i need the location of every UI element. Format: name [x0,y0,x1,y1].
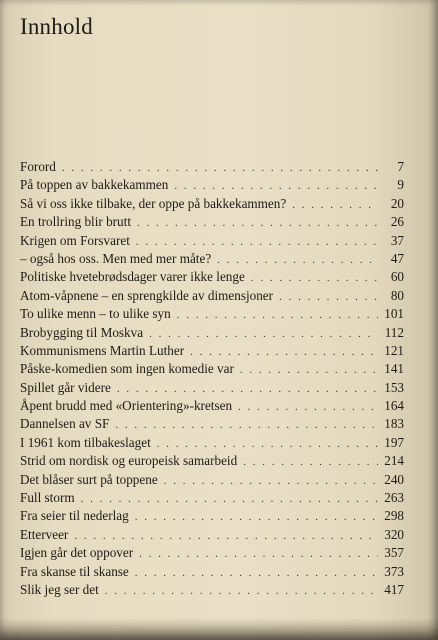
entry-page-number: 164 [384,398,404,414]
dot-leader [243,456,378,468]
entry-title: Strid om nordisk og europeisk samarbeid [20,453,238,469]
dot-leader [157,438,378,450]
entry-page-number: 26 [390,214,404,230]
entry-page-number: 298 [384,508,404,524]
dot-leader [217,254,378,266]
entry-page-number: 320 [384,526,404,542]
entry-title: Slik jeg ser det [20,581,99,597]
toc-entry [20,472,404,490]
dot-leader [177,309,378,321]
entry-title: Så vi oss ikke tilbake, der oppe på bakkekammen? [20,195,287,211]
dot-leader [279,291,378,303]
dot-leader [62,162,378,174]
page-edge-shadow [0,618,438,640]
entry-page-number: 197 [384,434,404,450]
entry-title: Atom-våpnene – en sprengkilde av dimensjoner [20,287,274,303]
entry-title: I 1961 kom tilbakeslaget [20,434,151,450]
entry-page-number: 101 [384,306,404,322]
entry-page-number: 20 [390,195,404,211]
entry-title: Fra seier til nederlag [20,508,129,524]
entry-title: Kommunismens Martin Luther [20,342,185,358]
toc-entry [20,453,404,471]
entry-title: To ulike menn – to ulike syn [20,306,171,322]
dot-leader [292,199,378,211]
entry-title: Fra skanse til skanse [20,563,129,579]
toc-entry [20,325,404,343]
entry-title: Åpent brudd med «Orientering»-kretsen [20,398,233,414]
toc-entry [20,508,404,526]
entry-page-number: 153 [384,379,404,395]
entry-page-number: 7 [397,159,404,174]
dot-leader [251,272,378,284]
dot-leader [115,419,378,431]
dot-leader [74,530,378,542]
toc-entry [20,361,404,379]
toc-entry [20,582,404,600]
dot-leader [139,548,378,560]
toc-entry [20,380,404,398]
toc-entry [20,527,404,545]
entry-title: Etterveer [20,526,69,542]
entry-page-number: 121 [384,342,404,358]
contents-heading: Innhold [20,14,93,39]
entry-page-number: 60 [390,269,404,285]
entry-page-number: 80 [390,287,404,303]
entry-title: En trollring blir brutt [20,214,131,230]
dot-leader [135,511,378,523]
toc-entry [20,288,404,306]
toc-entry [20,159,404,177]
entry-page-number: 47 [390,250,404,266]
toc-entry [20,306,404,324]
entry-title: Politiske hvetebrødsdager varer ikke lenge [20,269,245,285]
toc-entry [20,416,404,434]
entry-page-number: 240 [384,471,404,487]
dot-leader [81,493,378,505]
entry-title: Dannelsen av SF [20,416,110,432]
entry-page-number: 417 [384,581,404,597]
table-of-contents [20,159,404,600]
toc-entry [20,269,404,287]
entry-title: Spillet går videre [20,379,111,395]
dot-leader [164,475,378,487]
dot-leader [105,585,378,597]
toc-entry [20,490,404,508]
dot-leader [238,401,378,413]
entry-page-number: 214 [384,453,404,469]
entry-title: Full storm [20,490,75,506]
entry-page-number: 357 [384,545,404,561]
dot-leader [190,346,378,358]
entry-title: Igjen går det oppover [20,545,134,561]
toc-entry [20,398,404,416]
toc-entry [20,177,404,195]
entry-title: Det blåser surt på toppene [20,471,158,487]
entry-page-number: 9 [397,177,404,193]
toc-entry [20,233,404,251]
entry-title: På toppen av bakkekammen [20,177,169,193]
dot-leader [137,217,378,229]
entry-page-number: 263 [384,490,404,506]
entry-title: Brobygging til Moskva [20,324,144,340]
dot-leader [135,567,378,579]
toc-entry [20,214,404,232]
toc-entry [20,435,404,453]
entry-title: Påske-komedien som ingen komedie var [20,361,234,377]
toc-entry [20,251,404,269]
toc-entry [20,545,404,563]
entry-page-number: 37 [390,232,404,248]
dot-leader [149,328,378,340]
entry-title: Krigen om Forsvaret [20,232,130,248]
entry-title: Forord [20,159,56,174]
entry-page-number: 141 [384,361,404,377]
toc-entry [20,196,404,214]
toc-entry [20,564,404,582]
entry-title: – også hos oss. Men med mer måte? [20,250,212,266]
entry-page-number: 183 [384,416,404,432]
dot-leader [240,364,378,376]
dot-leader [136,236,378,248]
entry-page-number: 112 [384,324,404,340]
entry-page-number: 373 [384,563,404,579]
dot-leader [174,180,378,192]
toc-entry [20,343,404,361]
dot-leader [117,383,378,395]
